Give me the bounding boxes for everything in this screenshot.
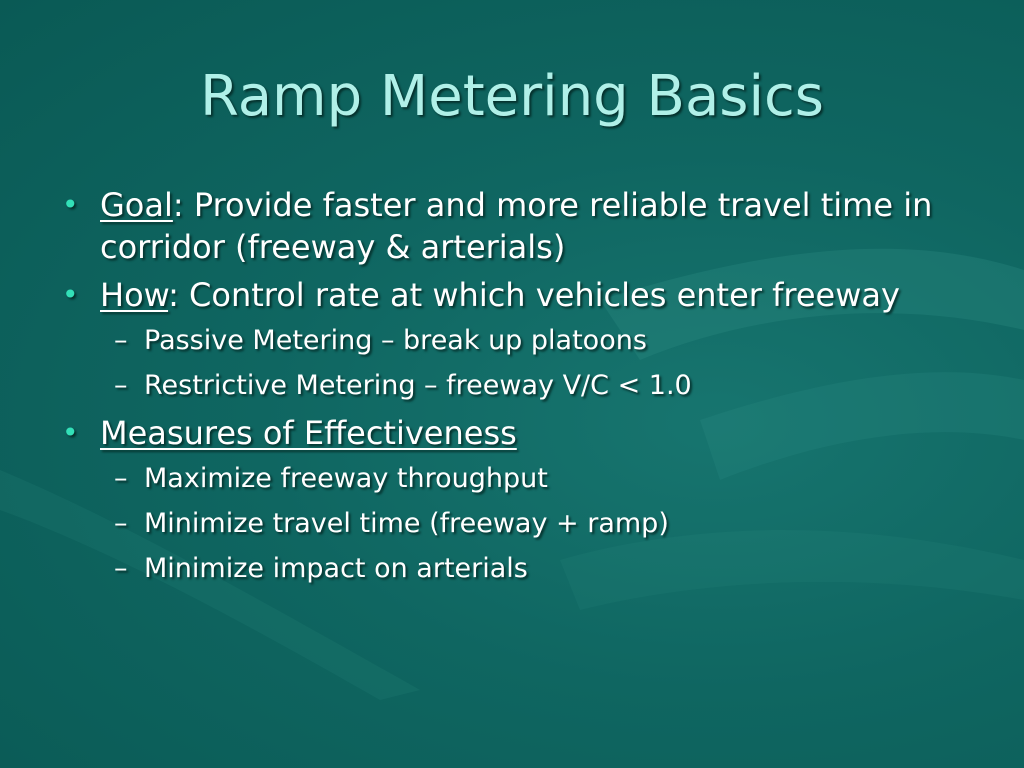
bullet-keyword: How bbox=[100, 276, 169, 314]
sub-bullet-maximize-throughput bbox=[62, 460, 962, 498]
bullet-marker: • bbox=[62, 278, 79, 311]
sub-bullet-text: Minimize travel time (freeway + ramp) bbox=[144, 508, 669, 539]
bullet-text: : Control rate at which vehicles enter freeway bbox=[168, 276, 900, 314]
bullet-keyword: Measures of Effectiveness bbox=[100, 414, 517, 452]
sub-bullet-dash: – bbox=[114, 463, 128, 494]
sub-bullet-passive-metering bbox=[62, 322, 962, 360]
sub-bullet-text: Maximize freeway throughput bbox=[144, 463, 548, 494]
sub-bullet-dash: – bbox=[114, 508, 128, 539]
bullet-keyword: Goal bbox=[100, 186, 173, 224]
bullet-marker: • bbox=[62, 188, 79, 221]
sub-bullet-dash: – bbox=[114, 553, 128, 584]
bullet-text: : Provide faster and more reliable travel time in corridor (freeway & arterials) bbox=[100, 186, 933, 266]
bullet-goal bbox=[62, 184, 962, 268]
sub-bullet-dash: – bbox=[114, 325, 128, 356]
sub-bullet-dash: – bbox=[114, 370, 128, 401]
sub-bullet-text: Restrictive Metering – freeway V/C < 1.0 bbox=[144, 370, 692, 401]
sub-bullet-minimize-impact bbox=[62, 550, 962, 588]
bullet-measures-of-effectiveness bbox=[62, 412, 962, 454]
sub-bullet-minimize-travel-time bbox=[62, 505, 962, 543]
bullet-how bbox=[62, 274, 962, 316]
bullet-marker: • bbox=[62, 416, 79, 449]
slide-title: Ramp Metering Basics bbox=[200, 64, 824, 129]
sub-bullet-restrictive-metering bbox=[62, 367, 962, 405]
sub-bullet-text: Minimize impact on arterials bbox=[144, 553, 528, 584]
slide-body bbox=[62, 184, 962, 595]
sub-bullet-text: Passive Metering – break up platoons bbox=[144, 325, 647, 356]
